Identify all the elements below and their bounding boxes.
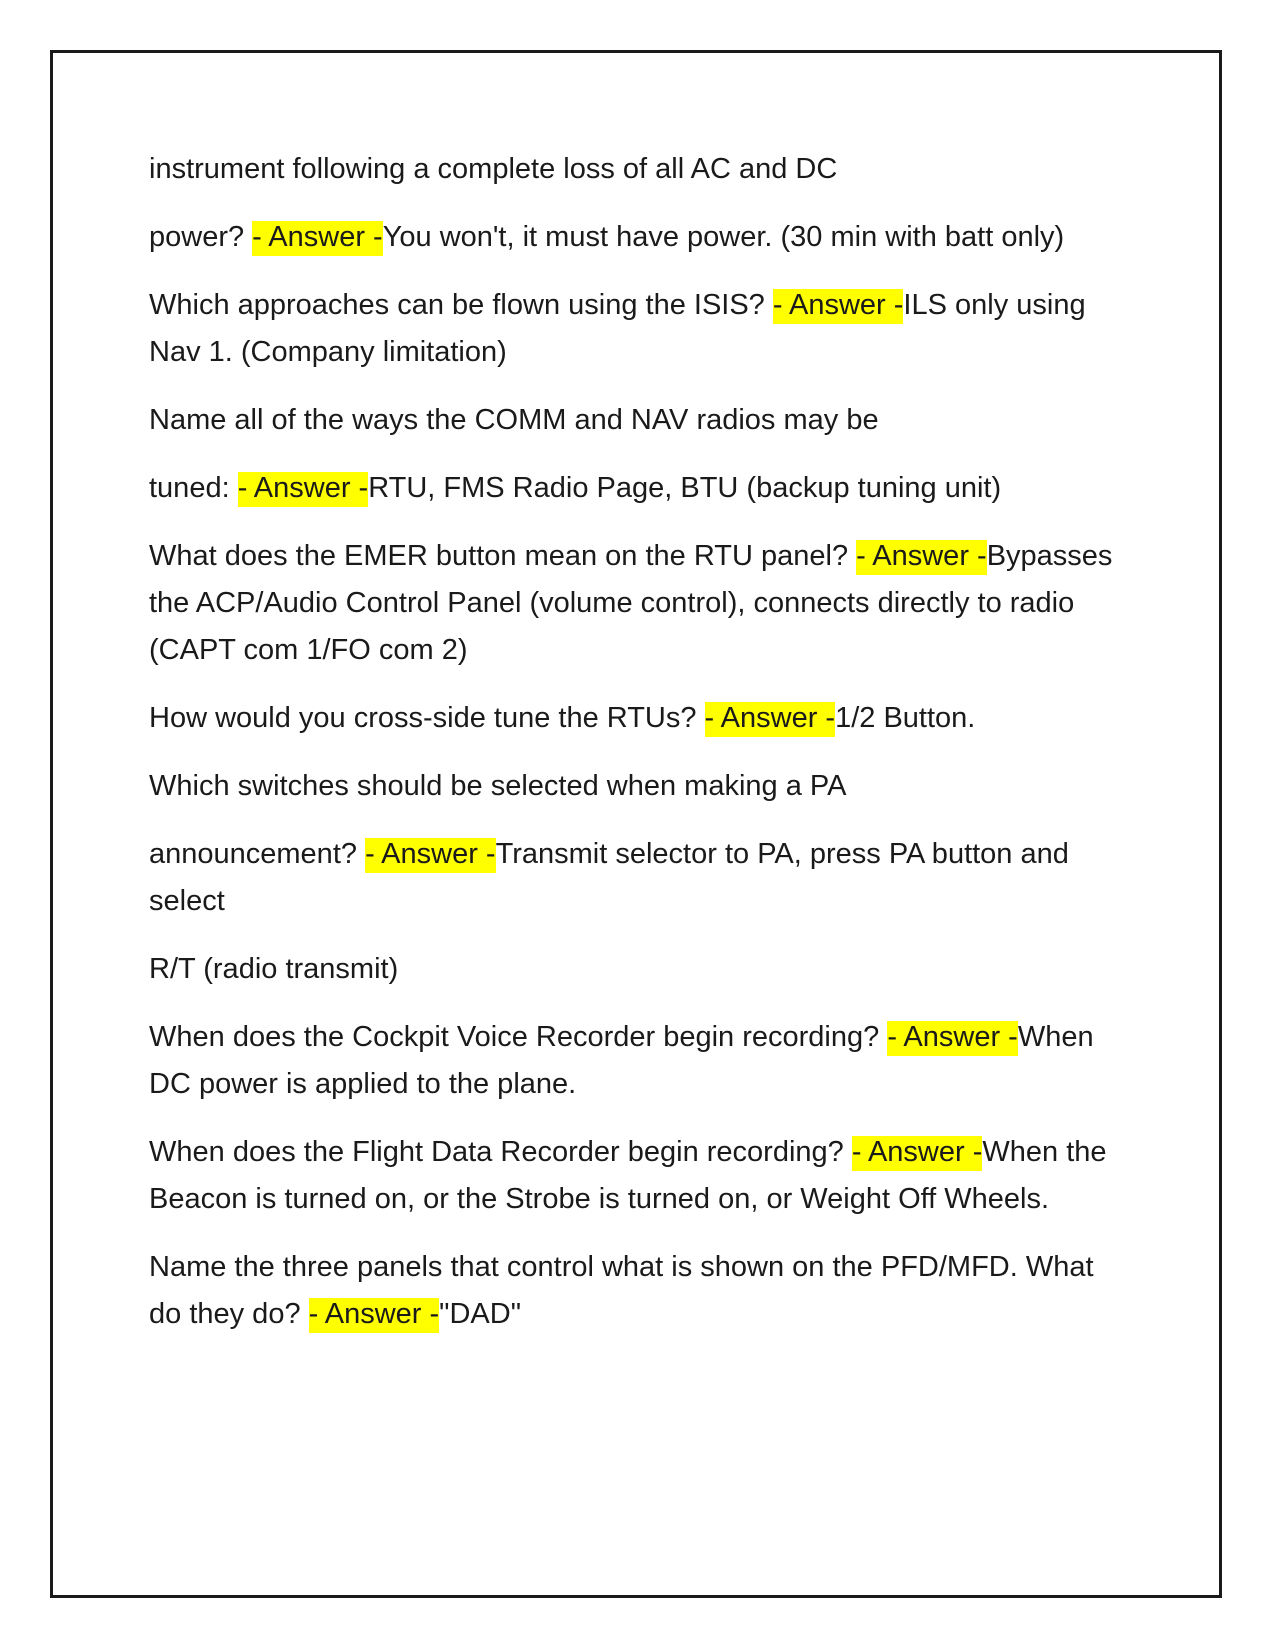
paragraph-2 (149, 214, 1129, 261)
answer-highlight: - Answer - (856, 540, 987, 575)
paragraph-4 (149, 397, 1129, 444)
answer-text: Transmit selector to PA, press PA button and select (149, 838, 1069, 917)
answer-text: 1/2 Button. (835, 702, 976, 734)
answer-highlight: - Answer - (238, 472, 369, 507)
question-text: How would you cross-side tune the RTUs? (149, 702, 705, 734)
question-text: Name the three panels that control what is shown on the PFD/MFD. What do they do? (149, 1251, 1094, 1330)
answer-text: Bypasses the ACP/Audio Control Panel (volume control), connects directly to radio (CAPT com 1/FO com 2) (149, 540, 1113, 666)
answer-highlight: - Answer - (365, 838, 496, 873)
paragraph-6 (149, 533, 1129, 674)
question-text: What does the EMER button mean on the RTU panel? (149, 540, 857, 572)
paragraph-12 (149, 1129, 1129, 1223)
answer-text: RTU, FMS Radio Page, BTU (backup tuning unit) (368, 472, 1002, 504)
answer-text: ILS only using Nav 1. (Company limitation) (149, 289, 1086, 368)
document-body (149, 146, 1129, 1359)
paragraph-3 (149, 282, 1129, 376)
question-text: power? (149, 221, 253, 253)
paragraph-8 (149, 763, 1129, 810)
paragraph-11 (149, 1014, 1129, 1108)
paragraph-7 (149, 695, 1129, 742)
question-text: When does the Cockpit Voice Recorder begin recording? (149, 1021, 888, 1053)
paragraph-13 (149, 1244, 1129, 1338)
question-text: announcement? (149, 838, 366, 870)
question-text: Name all of the ways the COMM and NAV radios may be (149, 404, 879, 436)
answer-text: "DAD" (439, 1298, 521, 1330)
answer-highlight: - Answer - (887, 1021, 1018, 1056)
answer-highlight: - Answer - (852, 1136, 983, 1171)
paragraph-5 (149, 465, 1129, 512)
question-text: instrument following a complete loss of all AC and DC (149, 153, 838, 185)
answer-highlight: - Answer - (705, 702, 836, 737)
question-text: tuned: (149, 472, 238, 504)
answer-highlight: - Answer - (773, 289, 904, 324)
question-text: Which approaches can be flown using the ISIS? (149, 289, 773, 321)
question-text: When does the Flight Data Recorder begin recording? (149, 1136, 852, 1168)
answer-text: When the Beacon is turned on, or the Strobe is turned on, or Weight Off Wheels. (149, 1136, 1107, 1215)
paragraph-9 (149, 831, 1129, 925)
question-text: Which switches should be selected when making a PA (149, 770, 847, 802)
paragraph-1 (149, 146, 1129, 193)
paragraph-10 (149, 946, 1129, 993)
answer-text: You won't, it must have power. (30 min with batt only) (382, 221, 1065, 253)
answer-text: When DC power is applied to the plane. (149, 1021, 1094, 1100)
answer-highlight: - Answer - (309, 1298, 440, 1333)
question-text: R/T (radio transmit) (149, 953, 399, 985)
answer-highlight: - Answer - (252, 221, 383, 256)
